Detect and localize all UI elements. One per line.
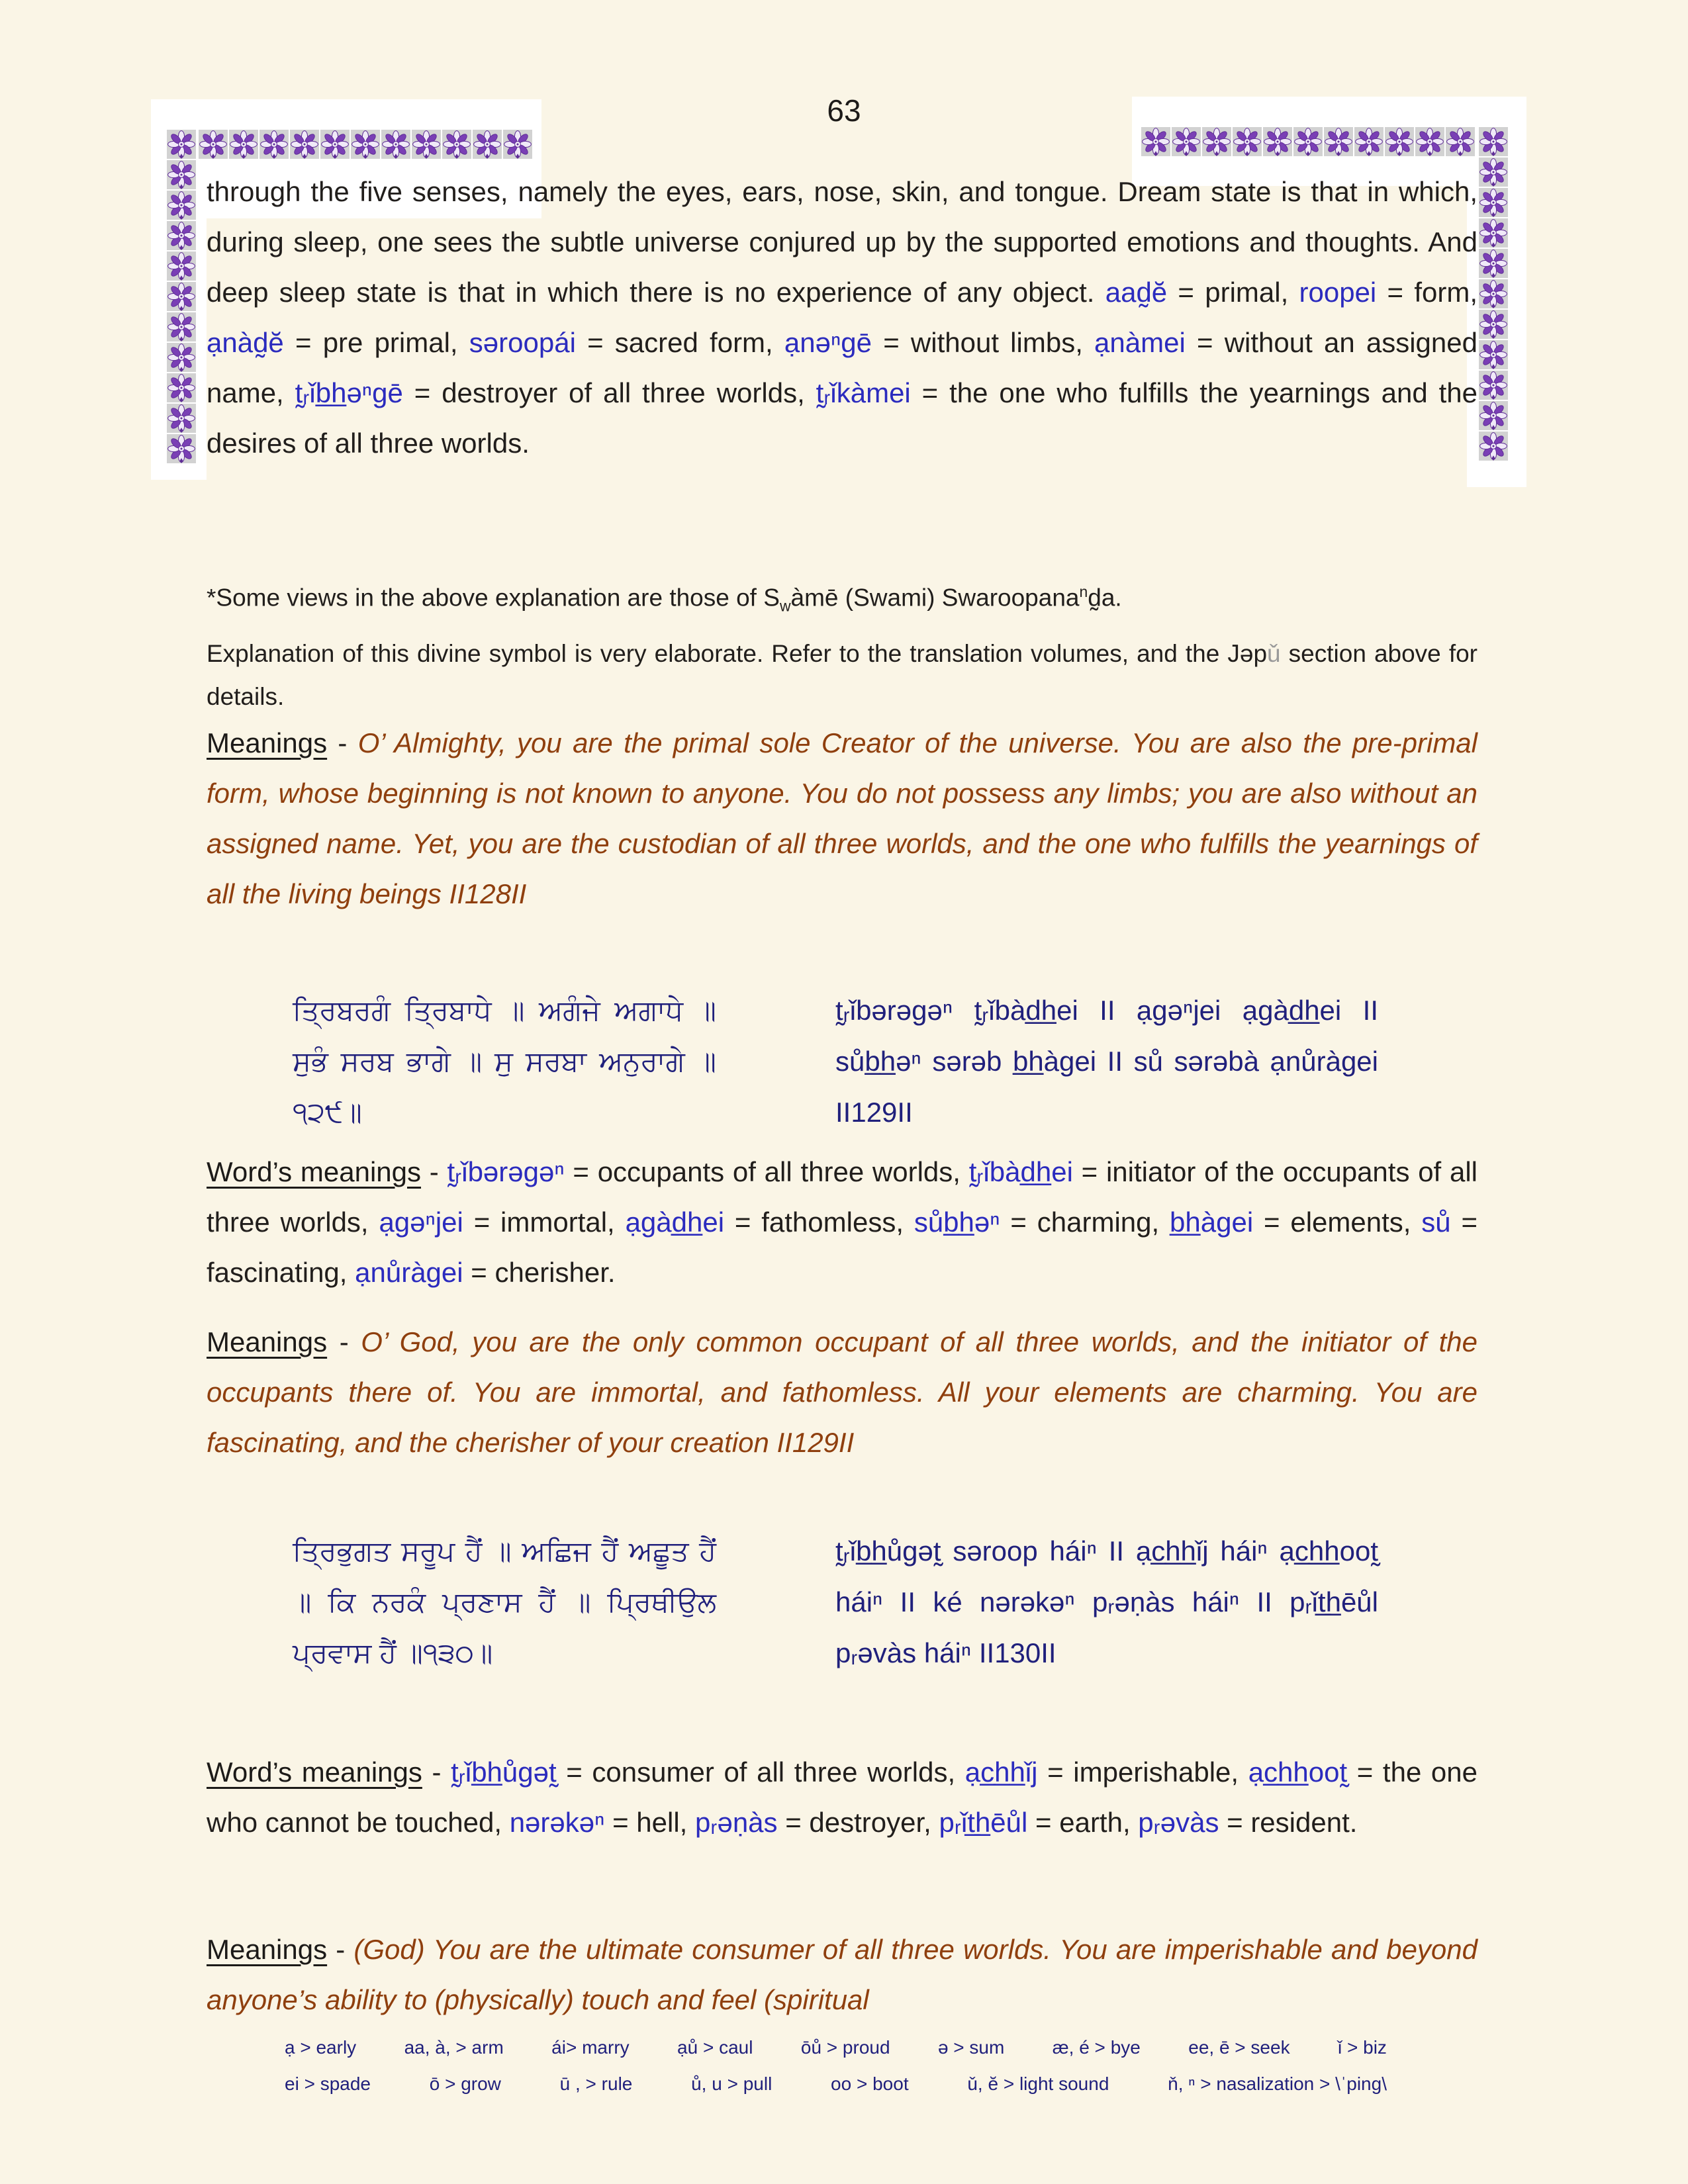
legend-item: ạů > caul [677, 2037, 753, 2058]
flower-icon [1446, 127, 1475, 156]
flower-icon [167, 434, 196, 463]
verse-129-gurmukhi: ਤ੍ਰਿਬਰਗੰ ਤ੍ਰਿਬਾਧੇ ॥ ਅਗੰਜੇ ਅਗਾਧੇ ॥ ਸੁਭੰ ਸਰਬ ਭਾਗੇ ॥ ਸੁ ਸਰਬਾ ਅਨੁਰਾਗੇ ॥੧੨੯॥ [293, 995, 716, 1128]
intro-paragraph: through the five senses, namely the eyes, ears, nose, skin, and tongue. Dream state is that in which, during sleep, one sees the subtle universe conjured up by the supported emotions and thoughts. And deep sleep state is that in which there is no experience of any object. aad̰ĕ = primal, roopei = form, ạnàd̰ĕ = pre primal, səroopái = sacred form, ạnəⁿgē = without limbs, ạnàmei = without an assigned name, t̰ᵣǐb̲h̲əⁿgē = destroyer of all three worlds, t̰ᵣǐkàmei = the one who fulfills the yearnings and the desires of all three worlds. [207, 176, 1477, 459]
explanation-paragraph: Explanation of this divine symbol is very elaborate. Refer to the translation volumes, and the Jəpǔ section above for details. [207, 640, 1477, 710]
flower-icon [1141, 127, 1170, 156]
meanings-paragraph-130: Meanings - (God) You are the ultimate consumer of all three worlds. You are imperishable and beyond anyone’s ability to (physically) touch and feel (spiritual [207, 1934, 1477, 2015]
flower-icon [1479, 340, 1508, 369]
flower-icon [381, 130, 410, 159]
legend-item: ů, u > pull [691, 2073, 773, 2094]
flower-icon [1293, 127, 1323, 156]
legend-item: ō > grow [429, 2073, 501, 2094]
flower-icon [1479, 371, 1508, 400]
flower-icon [167, 130, 196, 159]
legend-item: ǐ > biz [1338, 2037, 1387, 2058]
flower-icon [1479, 401, 1508, 430]
ornament-border-left [167, 130, 196, 463]
flower-icon [167, 160, 196, 189]
flower-icon [1479, 310, 1508, 339]
legend-item: aa, à, > arm [404, 2037, 504, 2058]
flower-icon [1479, 279, 1508, 308]
flower-icon [1324, 127, 1353, 156]
legend-item: ə > sum [937, 2037, 1005, 2058]
legend-item: ǔ, ĕ > light sound [967, 2073, 1109, 2094]
flower-icon [1172, 127, 1201, 156]
meanings-paragraph-129: Meanings - O’ God, you are the only common occupant of all three worlds, and the initiator of the occupants there of. You are immortal, and fathomless. All your elements are charming. You are fascinating, and the cherisher of your creation II129II [207, 1326, 1477, 1458]
flower-icon [259, 130, 289, 159]
flower-icon [442, 130, 471, 159]
flower-icon [229, 130, 258, 159]
flower-icon [167, 404, 196, 433]
flower-icon [167, 221, 196, 250]
legend-item: ū , > rule [559, 2073, 633, 2094]
ornament-border-right [1479, 127, 1508, 461]
legend-item: ee, ē > seek [1188, 2037, 1290, 2058]
flower-icon [1479, 249, 1508, 278]
legend-item: ei > spade [285, 2073, 371, 2094]
verse-130-gurmukhi: ਤ੍ਰਿਭੁਗਤ ਸਰੂਪ ਹੈਂ ॥ ਅਛਿਜ ਹੈਂ ਅਛੂਤ ਹੈਂ ॥ ਕਿ ਨਰਕੰ ਪ੍ਰਣਾਸ ਹੈਂ ॥ ਪ੍ਰਿਥੀਉਲ ਪ੍ਰਵਾਸ ਹੈਂ ॥੧੩੦॥ [293, 1535, 716, 1668]
flower-icon [473, 130, 502, 159]
word-meanings-paragraph-130: Word’s meanings - t̰ᵣǐb̲h̲ůgət̰ = consumer of all three worlds, ạc̲h̲h̲ǐj = imperishable, ạc̲h̲h̲oot̰ = the one who cannot be touched, nərəkəⁿ = hell, pᵣəṇàs = destroyer, pᵣǐt̲h̲ēůl = earth, pᵣəvàs = resident. [207, 1756, 1478, 1838]
flower-icon [1479, 127, 1508, 156]
flower-icon [290, 130, 319, 159]
meanings-paragraph-128: Meanings - O’ Almighty, you are the primal sole Creator of the universe. You are also the pre-primal form, whose beginning is not known to anyone. You do not possess any limbs; you are also without an assigned name. Yet, you are the custodian of all three worlds, and the one who fulfills the yearnings of all the living beings II128II [207, 727, 1477, 909]
flower-icon [167, 373, 196, 402]
legend-item: æ, é > bye [1052, 2037, 1141, 2058]
flower-icon [167, 282, 196, 311]
ornament-border-top-right [1141, 127, 1475, 156]
flower-icon [1385, 127, 1414, 156]
ornament-border-top-left [199, 130, 532, 159]
flower-icon [167, 251, 196, 281]
page-number: 63 [827, 93, 861, 128]
flower-icon [351, 130, 380, 159]
flower-icon [1479, 432, 1508, 461]
flower-icon [1479, 188, 1508, 217]
flower-icon [503, 130, 532, 159]
footnote-paragraph: *Some views in the above explanation are those of $S_wàmē$ (Swami) Swaroopana$^n$d̰a. [207, 583, 1122, 615]
legend-item: ạ > early [285, 2037, 357, 2058]
verse-block-130 [207, 1525, 1477, 1731]
flower-icon [412, 130, 441, 159]
legend-item: ň, ⁿ > nasalization > \ˈping\ [1168, 2073, 1387, 2094]
legend-item: ōů > proud [800, 2037, 890, 2058]
pronunciation-legend-row-2 [285, 2073, 1387, 2095]
flower-icon [167, 343, 196, 372]
flower-icon [167, 191, 196, 220]
verse-130-transliteration: t̰ᵣǐb̲h̲ůgət̰ səroop háiⁿ II ạc̲h̲h̲ǐj háiⁿ ạc̲h̲h̲oot̰ háiⁿ II ké nərəkəⁿ pᵣəṇàs háiⁿ II pᵣǐt̲h̲ēůl pᵣəvàs háiⁿ II130II [835, 1535, 1378, 1668]
verse-129-transliteration: t̰ᵣǐbərəgəⁿ t̰ᵣǐbàd̲h̲ei II ạgəⁿjei ạgàd̲h̲ei II sůb̲h̲əⁿ sərəb b̲h̲àgei II sů sərəbà ạnůràgei II129II [835, 995, 1378, 1128]
flower-icon [199, 130, 228, 159]
flower-icon [1415, 127, 1444, 156]
flower-icon [320, 130, 350, 159]
flower-icon [1202, 127, 1231, 156]
flower-icon [1354, 127, 1383, 156]
flower-icon [1479, 158, 1508, 187]
flower-icon [1263, 127, 1292, 156]
verse-block-129 [207, 985, 1477, 1147]
flower-icon [1233, 127, 1262, 156]
flower-icon [1479, 218, 1508, 248]
word-meanings-paragraph-129: Word’s meanings - t̰ᵣǐbərəgəⁿ = occupants of all three worlds, t̰ᵣǐbàd̲h̲ei = initiator of the occupants of all three worlds, ạgəⁿjei = immortal, ạgàd̲h̲ei = fathomless, sůb̲h̲əⁿ = charming, b̲h̲àgei = elements, sů = fascinating, ạnůràgei = cherisher. [207, 1156, 1477, 1288]
flower-icon [167, 312, 196, 341]
legend-item: oo > boot [831, 2073, 909, 2094]
legend-item: ái> marry [551, 2037, 630, 2058]
pronunciation-legend-row-1 [285, 2037, 1387, 2058]
